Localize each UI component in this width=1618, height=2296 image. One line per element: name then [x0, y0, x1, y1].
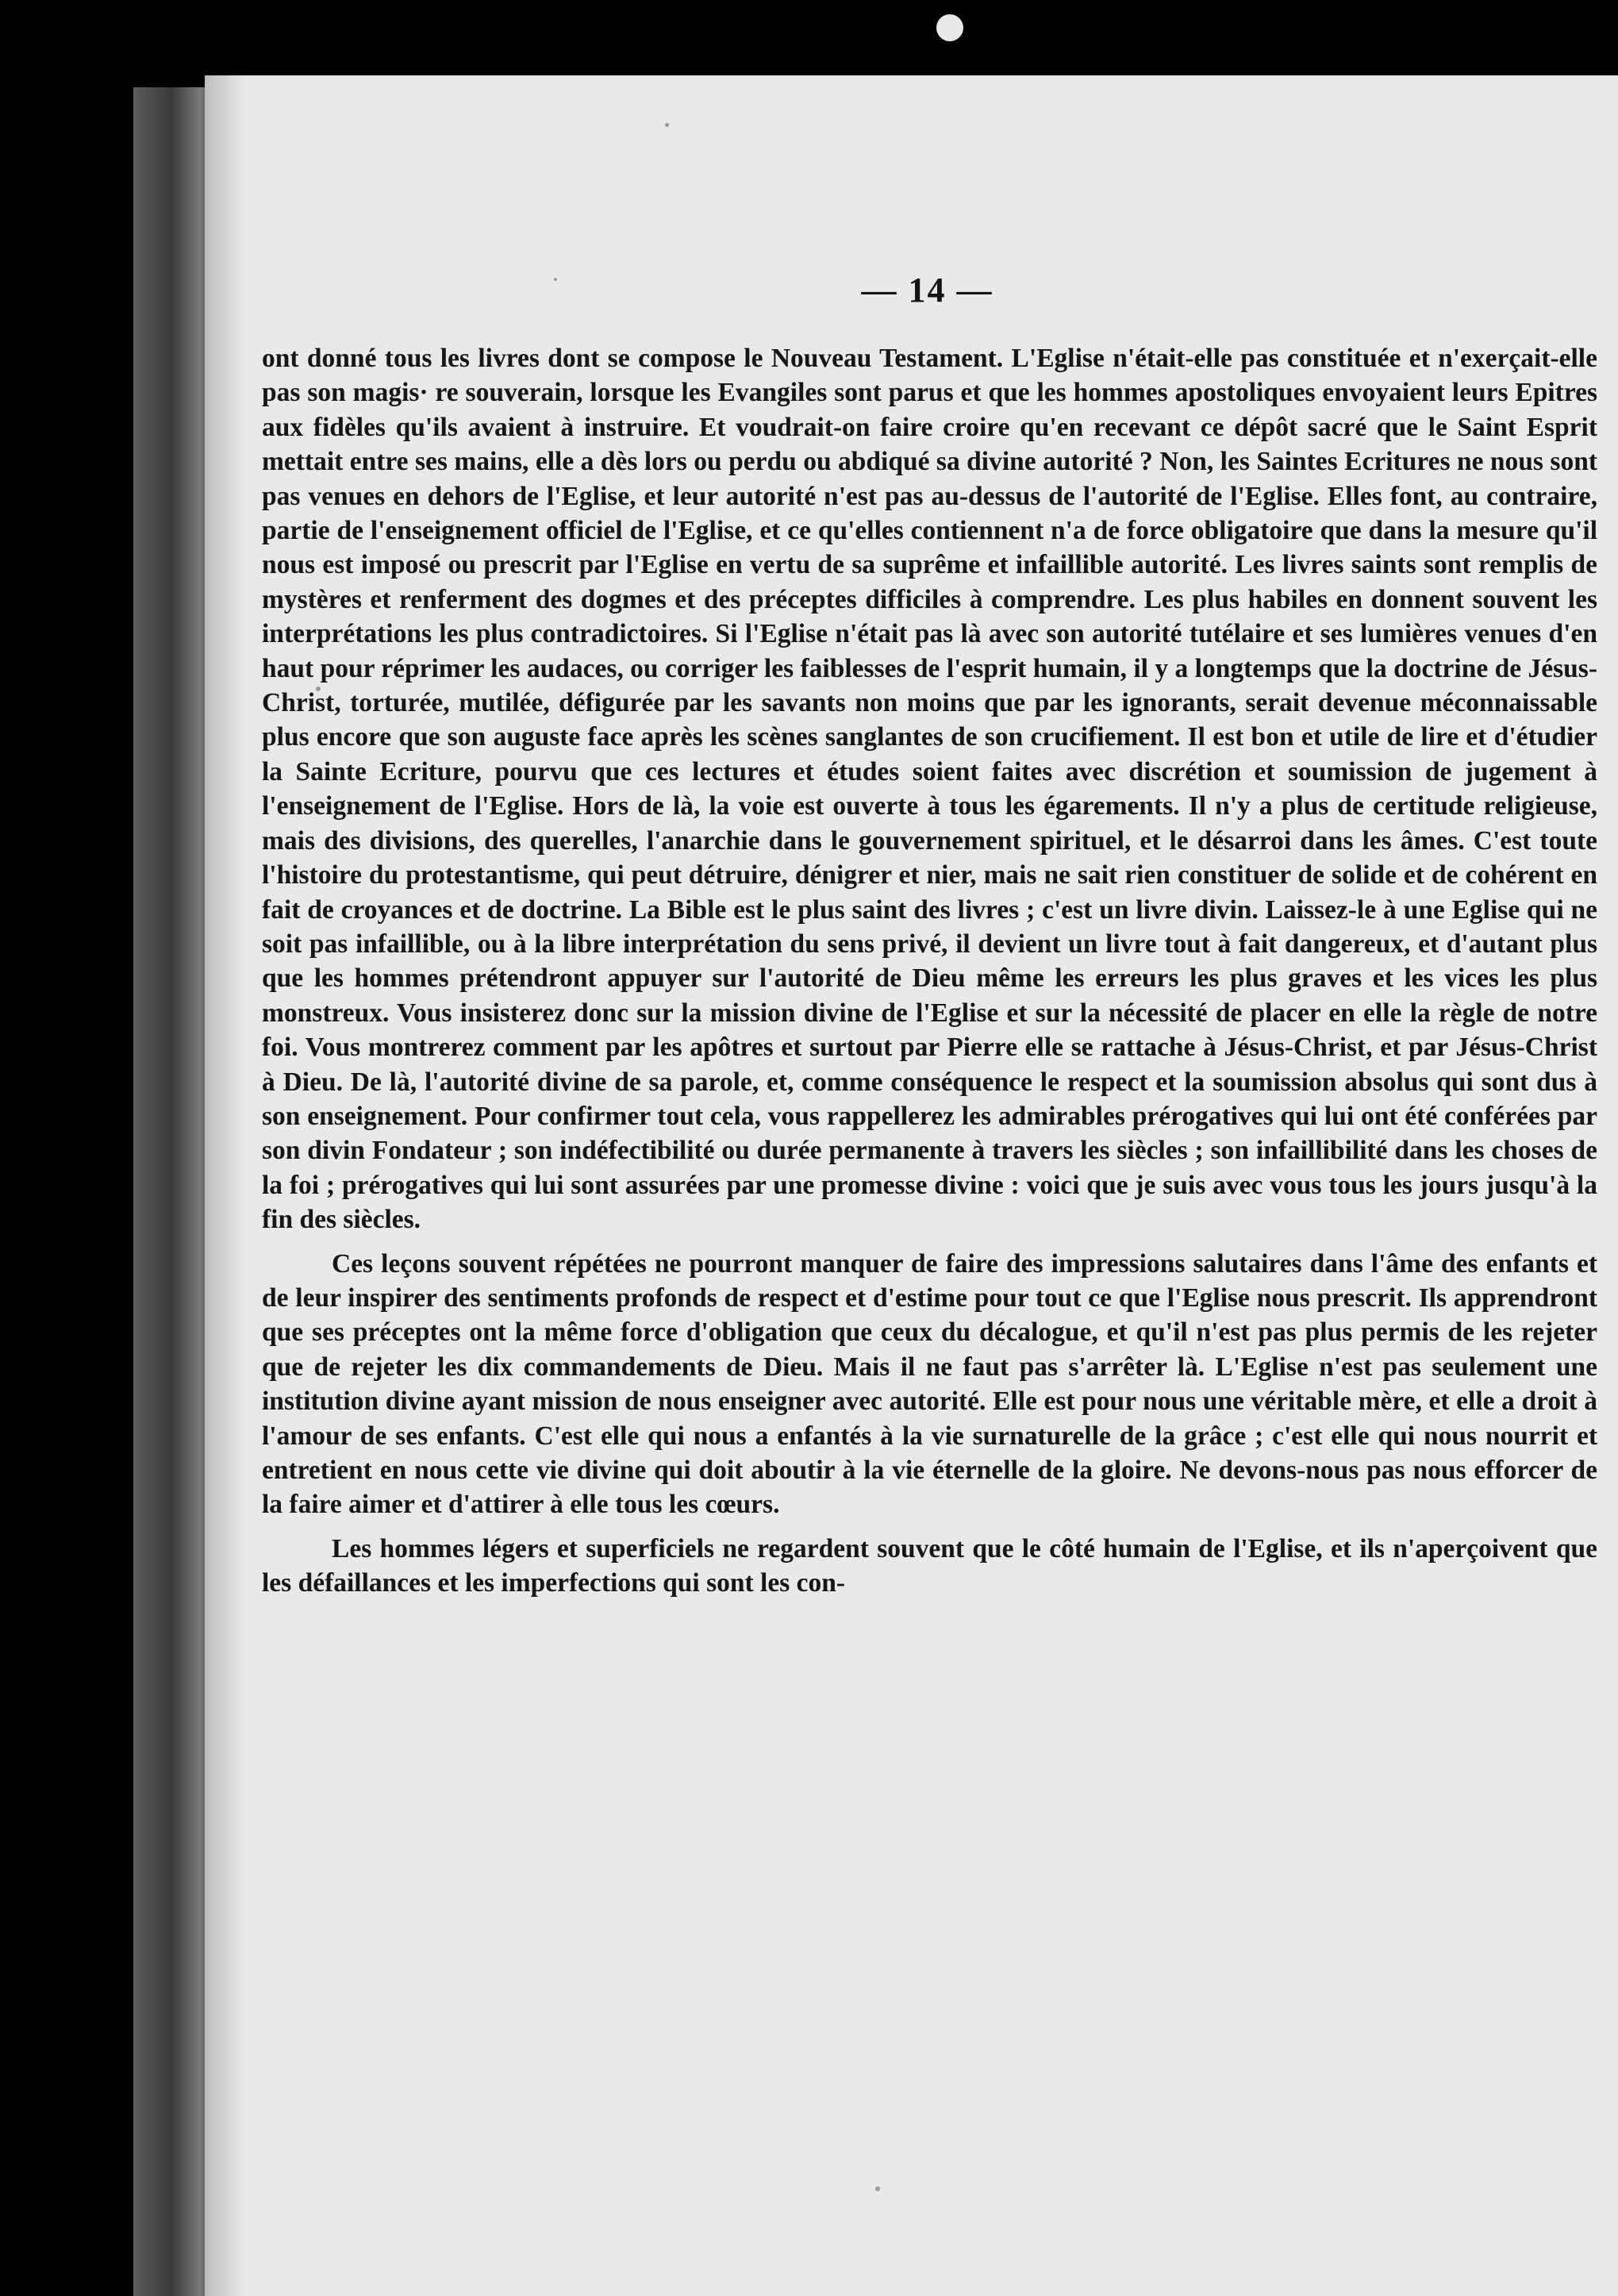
paper-speck — [875, 2186, 880, 2191]
paragraph-1: ont donné tous les livres dont se compose le Nouveau Testament. L'Eglise n'était-elle pas constituée et n'exerçait-elle pas son magis· re souverain, lorsque les Evangiles sont parus et que les hommes apostoliques envoyaient leurs Epitres aux fidèles qu'ils avaient à instruire. Et voudrait-on faire croire qu'en recevant ce dépôt sacré que le Saint Esprit mettait entre ses mains, elle a dès lors ou perdu ou abdiqué sa divine autorité ? Non, les Saintes Ecritures ne nous sont pas venues en dehors de l'Eglise, et leur autorité n'est pas au-dessus de l'autorité de l'Eglise. Elles font, au contraire, partie de l'enseignement officiel de l'Eglise, et ce qu'elles contiennent n'a de force obligatoire que dans la mesure qu'il nous est imposé ou prescrit par l'Eglise en vertu de sa suprême et infaillible autorité. Les livres saints sont remplis de mystères et renferment des dogmes et des préceptes difficiles à comprendre. Les plus habiles en donnent souvent les interprétations les plus contradictoires. Si l'Eglise n'était pas là avec son autorité tutélaire et ses lumières venues d'en haut pour réprimer les audaces, ou corriger les faiblesses de l'esprit humain, il y a longtemps que la doctrine de Jésus-Christ, torturée, mutilée, défigurée par les savants non moins que par les ignorants, serait devenue méconnaissable plus encore que son auguste face après les scènes sanglantes de son crucifiement. Il est bon et utile de lire et d'étudier la Sainte Ecriture, pourvu que ces lectures et études soient faites avec discrétion et soumission de jugement à l'enseignement de l'Eglise. Hors de là, la voie est ouverte à tous les égarements. Il n'y a plus de certitude religieuse, mais des divisions, des querelles, l'anarchie dans le gouvernement spirituel, et le désarroi dans les âmes. C'est toute l'histoire du protestantisme, qui peut détruire, dénigrer et nier, mais ne sait rien constituer de solide et de cohérent en fait de croyances et de doctrine. La Bible est le plus saint des livres ; c'est un livre divin. Laissez-le à une Eglise qui ne soit pas infaillible, ou à la libre interprétation du sens privé, il devient un livre tout à fait dangereux, et d'autant plus que les hommes prétendront appuyer sur l'autorité de Dieu même les erreurs les plus graves et les vices les plus monstreux. Vous insisterez donc sur la mission divine de l'Eglise et sur la nécessité de placer en elle la règle de notre foi. Vous montrerez comment par les apôtres et surtout par Pierre elle se rattache à Jésus-Christ, et par Jésus-Christ à Dieu. De là, l'autorité divine de sa parole, et, comme conséquence le respect et la soumission absolus qui sont dus à son enseignement. Pour confirmer tout cela, vous rappellerez les admirables prérogatives qui lui ont été conférées par son divin Fondateur ; son indéfectibilité ou durée permanente à travers les siècles ; son infaillibilité dans les choses de la foi ; prérogatives qui lui sont assurées par une promesse divine : voici que je suis avec vous tous les jours jusqu'à la fin des siècles. — [262, 344, 1597, 1235]
paragraph-2: Ces leçons souvent répétées ne pourront manquer de faire des impressions salutaires dans l'âme des enfants et de leur inspirer des sentiments profonds de respect et d'estime pour tout ce que l'Eglise nous prescrit. Ils apprendront que ses préceptes ont la même force d'obligation que ceux du décalogue, et qu'il n'est pas plus permis de les rejeter que de rejeter les dix commandements de Dieu. Mais il ne faut pas s'arrêter là. L'Eglise n'est pas seulement une institution divine ayant mission de nous enseigner avec autorité. Elle est pour nous une véritable mère, et elle a droit à l'amour de ses enfants. C'est elle qui nous a enfantés à la vie surnaturelle de la grâce ; c'est elle qui nous nourrit et entretient en nous cette vie divine qui doit aboutir à la vie éternelle de la gloire. Ne devons-nous pas nous efforcer de la faire aimer et d'attirer à elle tous les cœurs. — [262, 1248, 1597, 1520]
paragraph-3: Les hommes légers et superficiels ne regardent souvent que le côté humain de l'Eglise, et ils n'aperçoivent que les défaillances et les imperfections qui sont les con- — [262, 1533, 1597, 1598]
paper-speck — [554, 278, 557, 281]
body-text — [262, 341, 1597, 1601]
paper-speck — [665, 123, 669, 127]
binding-hole — [936, 14, 963, 41]
page-number: — 14 — — [861, 271, 993, 310]
